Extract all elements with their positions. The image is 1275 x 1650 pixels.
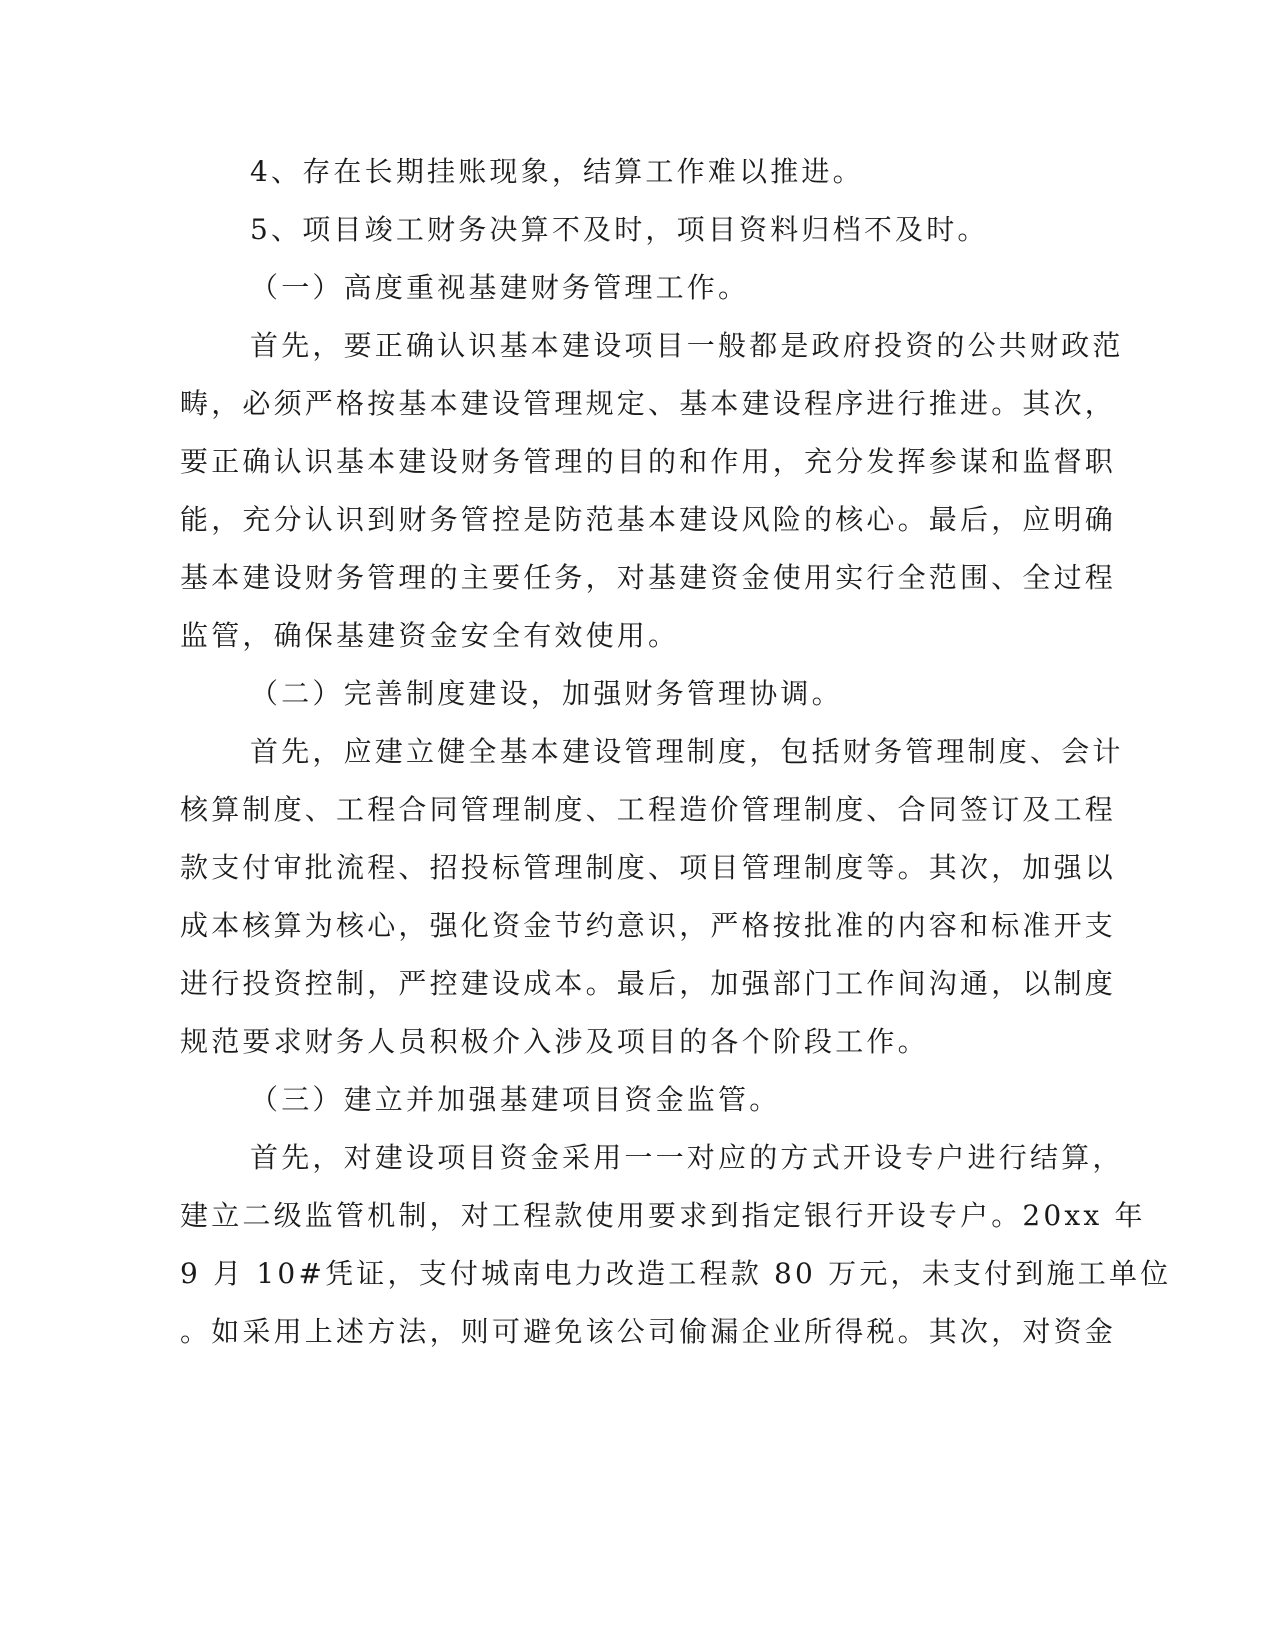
text-line: 基本建设财务管理的主要任务，对基建资金使用实行全范围、全过程 [180,561,1117,594]
text-line: 4、存在长期挂账现象，结算工作难以推进。 [250,155,864,188]
text-line: 首先，应建立健全基本建设管理制度，包括财务管理制度、会计 [250,735,1124,768]
section-heading: （二）完善制度建设，加强财务管理协调。 [250,677,843,710]
text-line: 首先，要正确认识基本建设项目一般都是政府投资的公共财政范 [250,329,1124,362]
text-line: 要正确认识基本建设财务管理的目的和作用，充分发挥参谋和监督职 [180,445,1117,478]
text-line: 成本核算为核心，强化资金节约意识，严格按批准的内容和标准开支 [180,909,1117,942]
text-line: 畴，必须严格按基本建设管理规定、基本建设程序进行推进。其次， [180,387,1117,420]
section-heading: （三）建立并加强基建项目资金监管。 [250,1083,781,1116]
section-heading: （一）高度重视基建财务管理工作。 [250,271,750,304]
text-line: 首先，对建设项目资金采用一一对应的方式开设专户进行结算， [250,1141,1124,1174]
text-line: 9 月 10#凭证，支付城南电力改造工程款 80 万元，未支付到施工单位 [180,1257,1172,1290]
text-line: 能，充分认识到财务管控是防范基本建设风险的核心。最后，应明确 [180,503,1117,536]
text-line: 5、项目竣工财务决算不及时，项目资料归档不及时。 [250,213,989,246]
text-line: 款支付审批流程、招投标管理制度、项目管理制度等。其次，加强以 [180,851,1117,884]
text-line: 。如采用上述方法，则可避免该公司偷漏企业所得税。其次，对资金 [180,1315,1117,1348]
text-line: 建立二级监管机制，对工程款使用要求到指定银行开设专户。20xx 年 [180,1199,1146,1232]
text-line: 核算制度、工程合同管理制度、工程造价管理制度、合同签订及工程 [180,793,1117,826]
text-line: 监管，确保基建资金安全有效使用。 [180,619,680,652]
text-line: 进行投资控制，严控建设成本。最后，加强部门工作间沟通，以制度 [180,967,1117,1000]
text-line: 规范要求财务人员积极介入涉及项目的各个阶段工作。 [180,1025,929,1058]
